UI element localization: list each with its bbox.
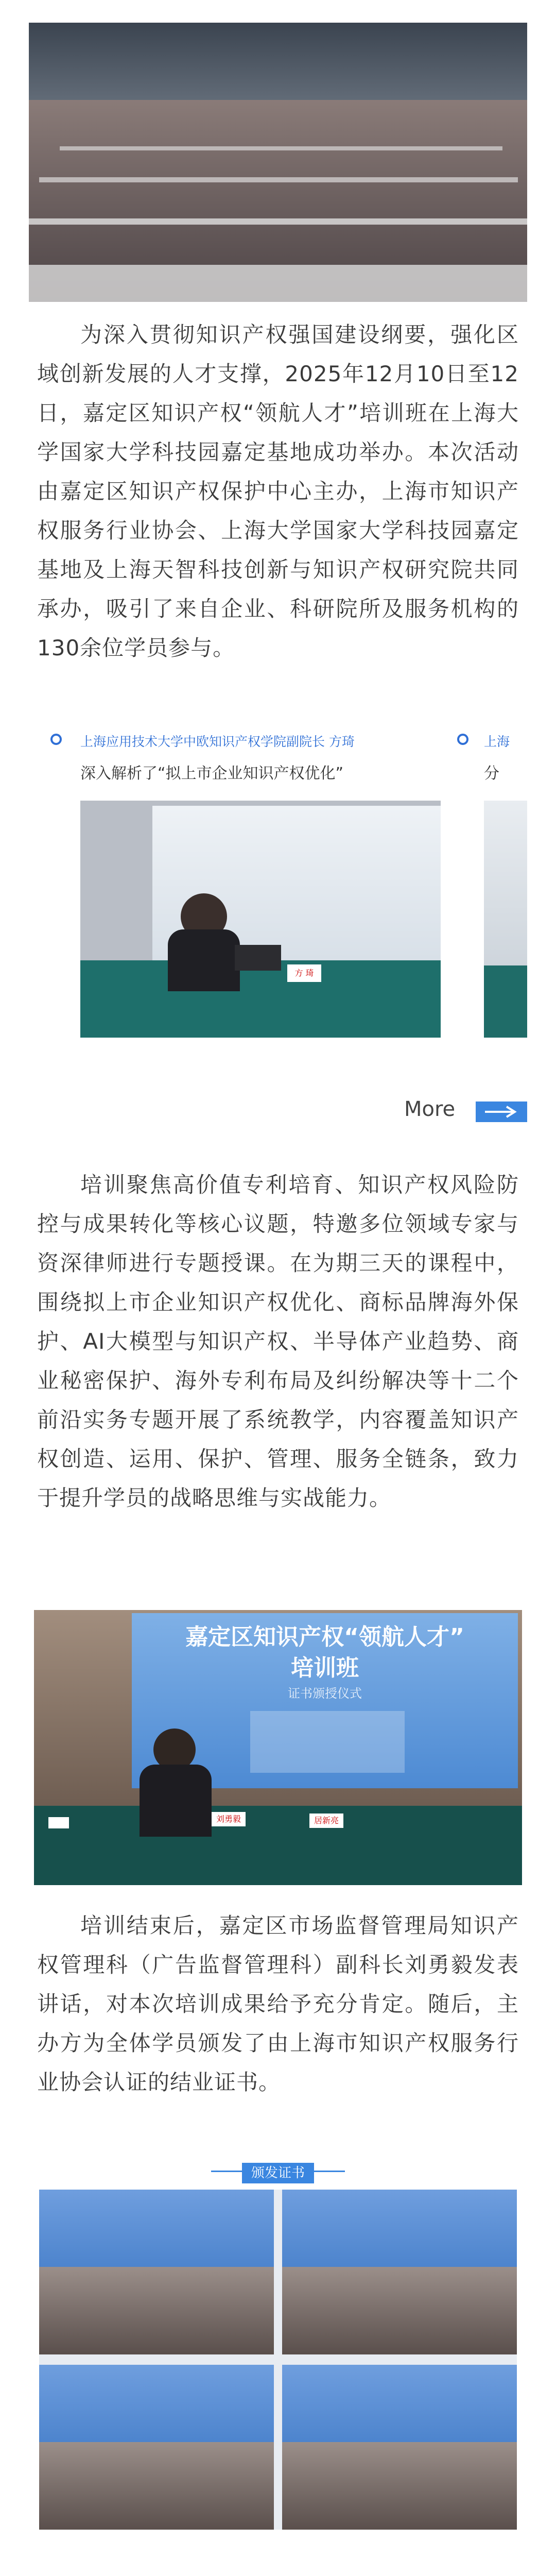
name-plate-right: 居新亮 xyxy=(309,1814,343,1828)
classroom-photo xyxy=(29,23,527,302)
closing-text: 培训结束后，嘉定区市场监督管理局知识产权管理科（广告监督管理科）副科长刘勇毅发表讲话，对本次培训成果给予充分肯定。随后，主办方为全体学员颁发了由上海市知识产权服务行业协会认证的结业证书。 xyxy=(37,1913,519,2095)
slide-subtitle-next: 分 xyxy=(484,765,499,783)
certificate-photo-grid xyxy=(39,2190,517,2530)
outlook-text xyxy=(37,2571,519,2576)
certificate-photo xyxy=(282,2365,517,2530)
more-arrow-button[interactable] xyxy=(476,1101,527,1122)
speaker-carousel[interactable] xyxy=(29,726,527,1046)
closing-paragraph xyxy=(37,1906,519,2102)
speaker-photo xyxy=(80,801,441,1038)
carousel-dot-icon xyxy=(50,734,62,745)
certificate-photo xyxy=(282,2190,517,2354)
slide-title-next: 上海 xyxy=(484,734,510,749)
carousel-dot-icon xyxy=(457,734,468,745)
banner-title-line2: 培训班 xyxy=(291,1655,359,1681)
speaker-name-plate: 方 琦 xyxy=(287,964,321,982)
outlook-paragraph xyxy=(37,2571,519,2576)
certificate-photo xyxy=(39,2365,274,2530)
slide-subtitle: 深入解析了“拟上市企业知识产权优化” xyxy=(80,765,344,783)
next-slide-photo xyxy=(484,801,527,1038)
banner-title-line1: 嘉定区知识产权“领航人才” xyxy=(185,1624,464,1650)
certificate-photo xyxy=(39,2190,274,2354)
intro-text: 为深入贯彻知识产权强国建设纲要，强化区域创新发展的人才支撑，2025年12月10日至12日，嘉定区知识产权“领航人才”培训班在上海大学国家大学科技园嘉定基地成功举办。本次活动由嘉定区知识产权保护中心主办，上海市知识产权服务行业协会、上海大学国家大学科技园嘉定基地及上海天智科技创新与知识产权研究院共同承办，吸引了来自企业、科研院所及服务机构的130余位学员参与。 xyxy=(37,322,519,660)
more-link[interactable]: More xyxy=(404,1097,456,1121)
banner-subtitle: 证书颁授仪式 xyxy=(288,1686,362,1701)
arrow-right-icon xyxy=(476,1101,527,1122)
training-text: 培训聚焦高价值专利培育、知识产权风险防控与成果转化等核心议题，特邀多位领域专家与资深律师进行专题授课。在为期三天的课程中，围绕拟上市企业知识产权优化、商标品牌海外保护、AI大模型与知识产权、半导体产业趋势、商业秘密保护、海外专利布局及纠纷解决等十二个前沿实务专题开展了系统教学，内容覆盖知识产权创造、运用、保护、管理、服务全链条，致力于提升学员的战略思维与实战能力。 xyxy=(37,1172,519,1511)
training-paragraph xyxy=(37,1165,519,1518)
certificate-tag: 颁发证书 xyxy=(242,2163,314,2183)
name-plate-left: 刘勇毅 xyxy=(212,1812,246,1826)
slide-title: 上海应用技术大学中欧知识产权学院副院长 方琦 xyxy=(80,734,355,749)
intro-paragraph xyxy=(37,315,519,668)
ceremony-photo xyxy=(34,1610,522,1885)
